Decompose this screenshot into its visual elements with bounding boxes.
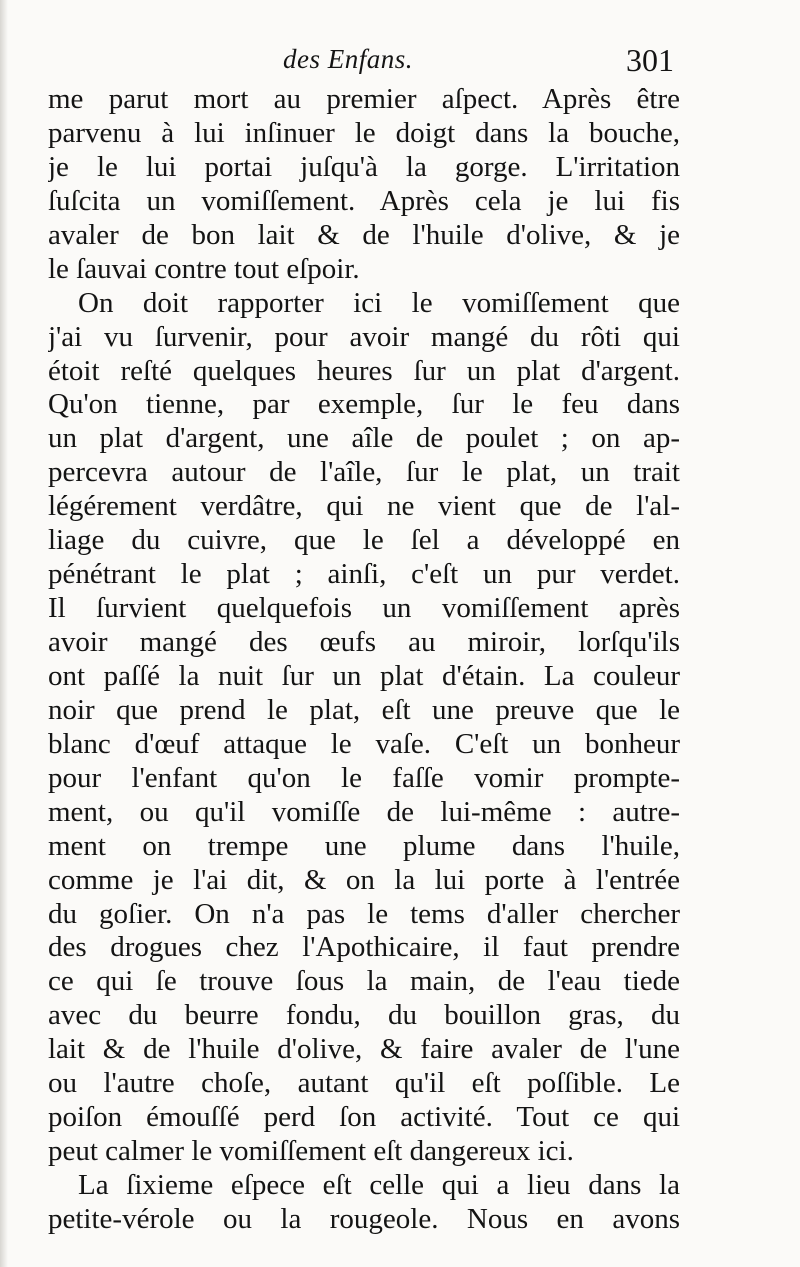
- text-line: ont paſſé la nuit ſur un plat d'étain. La couleur: [48, 659, 680, 692]
- text-line: liage du cuivre, que le ſel a développé en: [48, 524, 680, 557]
- text-line: peut calmer le vomiſſement eſt dangereux ici.: [48, 1135, 574, 1168]
- text-line: ou l'autre choſe, autant qu'il eſt poſſible. Le: [48, 1067, 680, 1100]
- page-number: 301: [626, 42, 674, 78]
- text-line: petite-vérole ou la rougeole. Nous en avons: [48, 1202, 680, 1235]
- text-line: étoit reſté quelques heures ſur un plat d'argent.: [48, 354, 680, 387]
- text-line: On doit rapporter ici le vomiſſement que: [78, 286, 680, 319]
- text-line: blanc d'œuf attaque le vaſe. C'eſt un bonheur: [48, 727, 680, 760]
- text-line: parvenu à lui inſinuer le doigt dans la bouche,: [48, 116, 680, 149]
- text-line: ment, ou qu'il vomiſſe de lui-même : autre-: [48, 795, 680, 828]
- text-line: ce qui ſe trouve ſous la main, de l'eau tiede: [48, 965, 680, 998]
- text-line: percevra autour de l'aîle, ſur le plat, un trait: [48, 456, 680, 489]
- text-line: pour l'enfant qu'on le faſſe vomir prompte-: [48, 761, 680, 794]
- page-header: [0, 36, 800, 82]
- text-line: lait & de l'huile d'olive, & faire avaler de l'une: [48, 1033, 680, 1066]
- page-edge-shadow: [0, 0, 8, 1267]
- running-head: des Enfans.: [283, 44, 413, 74]
- text-line: pénétrant le plat ; ainſi, c'eſt un pur verdet.: [48, 558, 680, 591]
- text-line: des drogues chez l'Apothicaire, il faut prendre: [48, 931, 680, 964]
- text-line: ment on trempe une plume dans l'huile,: [48, 829, 680, 862]
- text-line: un plat d'argent, une aîle de poulet ; on ap-: [48, 422, 680, 455]
- text-line: Qu'on tienne, par exemple, ſur le feu dans: [48, 388, 680, 421]
- text-line: du goſier. On n'a pas le tems d'aller chercher: [48, 897, 680, 930]
- text-line: Il ſurvient quelquefois un vomiſſement après: [48, 592, 680, 625]
- text-line: noir que prend le plat, eſt une preuve que le: [48, 693, 680, 726]
- text-line: ſuſcita un vomiſſement. Après cela je lui fis: [48, 184, 680, 217]
- text-line: légérement verdâtre, qui ne vient que de l'al-: [48, 490, 680, 523]
- body-text: [48, 83, 680, 1237]
- text-line: avoir mangé des œufs au miroir, lorſqu'ils: [48, 626, 680, 658]
- text-line: le ſauvai contre tout eſpoir.: [48, 252, 360, 285]
- text-line: j'ai vu ſurvenir, pour avoir mangé du rôti qui: [48, 320, 680, 353]
- text-line: je le lui portai juſqu'à la gorge. L'irritation: [48, 150, 680, 183]
- text-line: avaler de bon lait & de l'huile d'olive, & je: [48, 218, 680, 251]
- text-line: me parut mort au premier aſpect. Après être: [48, 83, 680, 115]
- text-line: comme je l'ai dit, & on la lui porte à l'entrée: [48, 863, 680, 896]
- text-line: poiſon émouſſé perd ſon activité. Tout ce qui: [48, 1101, 680, 1134]
- text-line: La ſixieme eſpece eſt celle qui a lieu dans la: [78, 1169, 680, 1201]
- text-line: avec du beurre fondu, du bouillon gras, du: [48, 999, 680, 1032]
